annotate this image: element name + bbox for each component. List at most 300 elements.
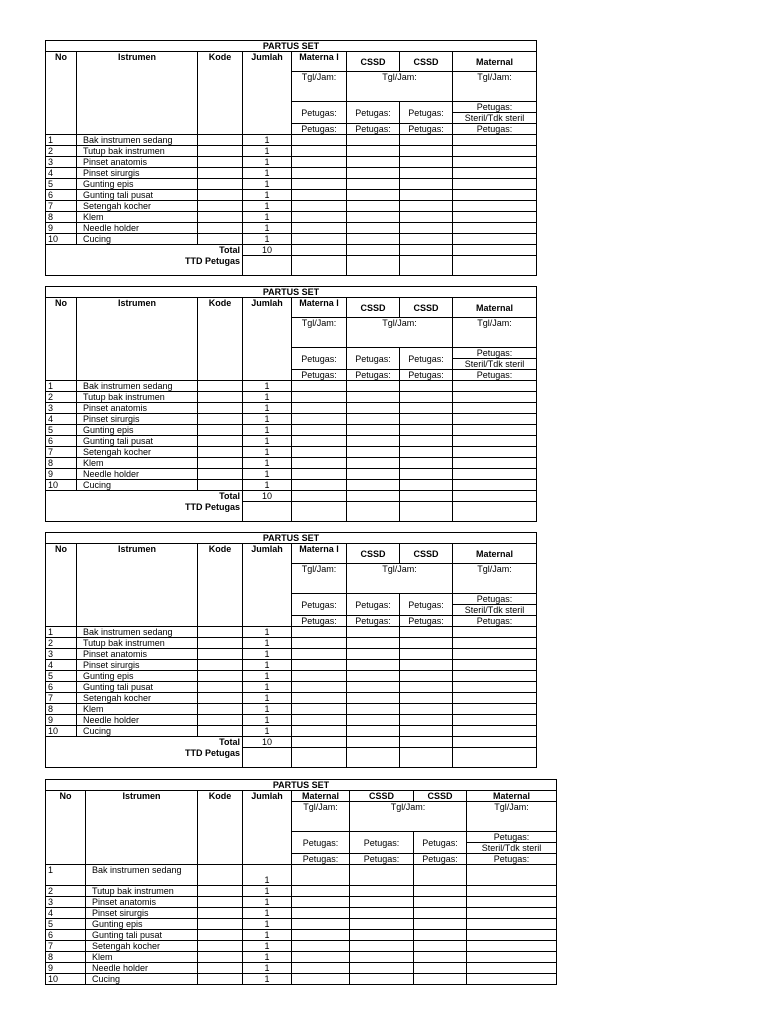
- item-kode: [198, 414, 243, 425]
- item-check: [292, 480, 347, 491]
- item-name: Bak instrumen sedang: [86, 865, 198, 886]
- item-check: [292, 469, 347, 480]
- item-check: [350, 930, 414, 941]
- item-no: 7: [46, 693, 77, 704]
- petugas-1-1: Petugas:: [292, 102, 347, 124]
- item-no: 10: [46, 974, 86, 985]
- item-name: Gunting epis: [77, 425, 198, 436]
- item-kode: [198, 715, 243, 726]
- tgl-jam-cssd: Tgl/Jam:: [350, 802, 467, 832]
- total-check: [453, 737, 537, 748]
- item-check: [453, 726, 537, 737]
- item-check: [292, 649, 347, 660]
- item-name: Needle holder: [86, 963, 198, 974]
- item-check: [347, 671, 400, 682]
- petugas-1-1: Petugas:: [292, 594, 347, 616]
- item-jumlah: 1: [243, 952, 292, 963]
- table-row: [46, 963, 557, 974]
- item-check: [292, 179, 347, 190]
- item-check: [350, 919, 414, 930]
- total-check: [453, 245, 537, 256]
- item-no: 3: [46, 403, 77, 414]
- item-kode: [198, 135, 243, 146]
- item-check: [347, 447, 400, 458]
- item-check: [292, 974, 350, 985]
- tgl-jam-maternal-1: Tgl/Jam:: [292, 802, 350, 832]
- tgl-jam-maternal-2: Tgl/Jam:: [453, 318, 537, 348]
- item-check: [414, 930, 467, 941]
- total-value: 10: [243, 491, 292, 502]
- table-row: [46, 865, 557, 886]
- table-row: [46, 693, 537, 704]
- item-check: [350, 886, 414, 897]
- item-check: [292, 693, 347, 704]
- item-check: [400, 223, 453, 234]
- header-jumlah: Jumlah: [243, 544, 292, 627]
- item-check: [292, 897, 350, 908]
- item-name: Gunting tali pusat: [86, 930, 198, 941]
- table-row: [46, 414, 537, 425]
- header-maternal-1: Materna l: [292, 298, 347, 318]
- item-jumlah: 1: [243, 179, 292, 190]
- petugas-2-4: Petugas:: [467, 854, 557, 865]
- item-name: Gunting epis: [77, 671, 198, 682]
- table-row: [46, 392, 537, 403]
- item-check: [400, 201, 453, 212]
- table-row: [46, 908, 557, 919]
- table-row: [46, 234, 537, 245]
- item-check: [347, 436, 400, 447]
- header-maternal-1: Materna l: [292, 544, 347, 564]
- item-check: [453, 403, 537, 414]
- item-jumlah: 1: [243, 135, 292, 146]
- item-kode: [198, 660, 243, 671]
- header-kode: Kode: [198, 298, 243, 381]
- item-no: 8: [46, 458, 77, 469]
- item-name: Pinset anatomis: [77, 157, 198, 168]
- item-jumlah: 1: [243, 671, 292, 682]
- ttd-signature-cell: [243, 256, 292, 276]
- item-check: [347, 715, 400, 726]
- item-check: [347, 480, 400, 491]
- item-check: [453, 704, 537, 715]
- header-cssd-1: CSSD: [350, 791, 414, 802]
- item-check: [350, 897, 414, 908]
- item-check: [350, 952, 414, 963]
- item-check: [347, 649, 400, 660]
- petugas-steril-cell: [453, 102, 537, 124]
- item-check: [400, 715, 453, 726]
- header-istrumen: Istrumen: [77, 298, 198, 381]
- item-name: Gunting epis: [86, 919, 198, 930]
- item-check: [292, 436, 347, 447]
- petugas-2-4: Petugas:: [453, 124, 537, 135]
- item-no: 10: [46, 726, 77, 737]
- item-check: [467, 897, 557, 908]
- petugas-2-3: Petugas:: [400, 616, 453, 627]
- item-check: [453, 671, 537, 682]
- item-name: Gunting tali pusat: [77, 190, 198, 201]
- item-jumlah: 1: [243, 234, 292, 245]
- ttd-signature-cell: [400, 502, 453, 522]
- item-check: [292, 414, 347, 425]
- petugas-1-3: Petugas:: [400, 594, 453, 616]
- item-kode: [198, 974, 243, 985]
- item-jumlah: 1: [243, 201, 292, 212]
- total-check: [347, 491, 400, 502]
- item-check: [292, 627, 347, 638]
- item-jumlah: 1: [243, 190, 292, 201]
- petugas-2-1: Petugas:: [292, 370, 347, 381]
- item-kode: [198, 963, 243, 974]
- item-check: [350, 974, 414, 985]
- item-name: Tutup bak instrumen: [77, 638, 198, 649]
- steril-status: Steril/Tdk steril: [453, 604, 536, 615]
- item-kode: [198, 638, 243, 649]
- item-no: 6: [46, 436, 77, 447]
- item-check: [467, 974, 557, 985]
- total-check: [292, 491, 347, 502]
- item-name: Setengah kocher: [77, 447, 198, 458]
- item-name: Bak instrumen sedang: [77, 627, 198, 638]
- header-kode: Kode: [198, 791, 243, 865]
- header-jumlah: Jumlah: [243, 791, 292, 865]
- form-title: PARTUS SET: [46, 780, 557, 791]
- table-row: [46, 403, 537, 414]
- ttd-signature-cell: [400, 748, 453, 768]
- item-check: [400, 403, 453, 414]
- item-check: [347, 168, 400, 179]
- item-check: [347, 638, 400, 649]
- table-row: [46, 682, 537, 693]
- steril-status: Steril/Tdk steril: [453, 112, 536, 123]
- item-check: [400, 671, 453, 682]
- item-no: 3: [46, 649, 77, 660]
- partus-set-form: [45, 779, 557, 985]
- item-check: [453, 179, 537, 190]
- item-jumlah: 1: [243, 436, 292, 447]
- petugas-2-4: Petugas:: [453, 616, 537, 627]
- item-no: 2: [46, 886, 86, 897]
- item-kode: [198, 930, 243, 941]
- item-check: [292, 212, 347, 223]
- table-row: [46, 974, 557, 985]
- item-kode: [198, 436, 243, 447]
- item-check: [292, 963, 350, 974]
- item-no: 8: [46, 212, 77, 223]
- ttd-signature-cell: [347, 748, 400, 768]
- petugas-1-1: Petugas:: [292, 832, 350, 854]
- petugas-steril-cell: [453, 594, 537, 616]
- item-kode: [198, 726, 243, 737]
- item-check: [292, 425, 347, 436]
- item-check: [400, 234, 453, 245]
- total-check: [292, 245, 347, 256]
- item-jumlah: 1: [243, 403, 292, 414]
- petugas-1-4: Petugas:: [476, 594, 513, 604]
- item-check: [453, 212, 537, 223]
- petugas-2-2: Petugas:: [350, 854, 414, 865]
- petugas-1-4: Petugas:: [476, 348, 513, 358]
- header-cssd-1: CSSD: [347, 52, 400, 72]
- item-name: Needle holder: [77, 715, 198, 726]
- item-jumlah: 1: [243, 212, 292, 223]
- petugas-1-2: Petugas:: [347, 102, 400, 124]
- item-check: [347, 135, 400, 146]
- item-no: 10: [46, 480, 77, 491]
- partus-set-form: [45, 40, 537, 276]
- header-cssd-1: CSSD: [347, 298, 400, 318]
- item-kode: [198, 223, 243, 234]
- item-kode: [198, 392, 243, 403]
- item-check: [347, 392, 400, 403]
- item-name: Pinset anatomis: [77, 403, 198, 414]
- item-jumlah: 1: [243, 649, 292, 660]
- item-name: Setengah kocher: [77, 201, 198, 212]
- item-check: [453, 458, 537, 469]
- item-check: [414, 886, 467, 897]
- item-name: Cucing: [77, 480, 198, 491]
- item-check: [400, 414, 453, 425]
- item-jumlah: 1: [243, 414, 292, 425]
- partus-set-form: [45, 532, 537, 768]
- form-title: PARTUS SET: [46, 287, 537, 298]
- header-cssd-2: CSSD: [400, 544, 453, 564]
- table-row: [46, 168, 537, 179]
- item-jumlah: 1: [243, 223, 292, 234]
- item-check: [467, 865, 557, 886]
- item-check: [347, 726, 400, 737]
- header-maternal-2: Maternal: [467, 791, 557, 802]
- total-label: Total: [46, 245, 243, 256]
- ttd-signature-cell: [453, 502, 537, 522]
- header-jumlah: Jumlah: [243, 52, 292, 135]
- item-jumlah: 1: [243, 627, 292, 638]
- header-no: No: [46, 298, 77, 381]
- item-kode: [198, 649, 243, 660]
- petugas-1-4: Petugas:: [493, 832, 530, 842]
- total-check: [400, 737, 453, 748]
- item-kode: [198, 908, 243, 919]
- item-check: [453, 638, 537, 649]
- table-row: [46, 480, 537, 491]
- item-jumlah: 1: [243, 886, 292, 897]
- ttd-signature-cell: [292, 748, 347, 768]
- item-check: [292, 392, 347, 403]
- item-jumlah: 1: [243, 704, 292, 715]
- item-check: [453, 469, 537, 480]
- table-row: [46, 458, 537, 469]
- item-check: [292, 930, 350, 941]
- petugas-1-2: Petugas:: [347, 594, 400, 616]
- total-check: [453, 491, 537, 502]
- item-name: Needle holder: [77, 223, 198, 234]
- table-row: [46, 135, 537, 146]
- ttd-signature-cell: [347, 502, 400, 522]
- item-no: 2: [46, 146, 77, 157]
- item-no: 4: [46, 414, 77, 425]
- item-check: [400, 168, 453, 179]
- item-check: [453, 649, 537, 660]
- item-check: [400, 179, 453, 190]
- item-jumlah: 1: [243, 660, 292, 671]
- item-check: [400, 682, 453, 693]
- item-jumlah: 1: [243, 392, 292, 403]
- item-check: [292, 671, 347, 682]
- item-name: Pinset anatomis: [77, 649, 198, 660]
- header-maternal-1: Maternal: [292, 791, 350, 802]
- item-no: 9: [46, 469, 77, 480]
- table-row: [46, 179, 537, 190]
- total-check: [347, 245, 400, 256]
- item-check: [400, 704, 453, 715]
- tgl-jam-maternal-2: Tgl/Jam:: [453, 564, 537, 594]
- item-check: [347, 223, 400, 234]
- item-name: Gunting tali pusat: [77, 682, 198, 693]
- table-row: [46, 952, 557, 963]
- item-check: [453, 234, 537, 245]
- header-maternal-2: Maternal: [453, 298, 537, 318]
- item-no: 7: [46, 941, 86, 952]
- petugas-2-1: Petugas:: [292, 124, 347, 135]
- item-check: [467, 930, 557, 941]
- item-check: [414, 974, 467, 985]
- item-check: [414, 941, 467, 952]
- item-kode: [198, 865, 243, 886]
- item-check: [453, 627, 537, 638]
- item-name: Cucing: [77, 234, 198, 245]
- partus-set-form: [45, 286, 537, 522]
- item-jumlah: 1: [243, 425, 292, 436]
- item-jumlah: 1: [243, 897, 292, 908]
- petugas-2-4: Petugas:: [453, 370, 537, 381]
- item-name: Needle holder: [77, 469, 198, 480]
- table-row: [46, 436, 537, 447]
- tgl-jam-cssd: Tgl/Jam:: [347, 72, 453, 102]
- header-kode: Kode: [198, 544, 243, 627]
- item-jumlah: 1: [243, 638, 292, 649]
- item-kode: [198, 146, 243, 157]
- form-title: PARTUS SET: [46, 533, 537, 544]
- item-name: Bak instrumen sedang: [77, 381, 198, 392]
- item-check: [347, 414, 400, 425]
- item-no: 7: [46, 447, 77, 458]
- petugas-steril-cell: [453, 348, 537, 370]
- item-kode: [198, 704, 243, 715]
- item-check: [292, 381, 347, 392]
- item-check: [400, 447, 453, 458]
- petugas-1-3: Petugas:: [400, 102, 453, 124]
- header-jumlah: Jumlah: [243, 298, 292, 381]
- item-name: Bak instrumen sedang: [77, 135, 198, 146]
- item-check: [400, 638, 453, 649]
- total-label: Total: [46, 491, 243, 502]
- partus-set-table: [45, 40, 537, 276]
- item-jumlah: 1: [243, 963, 292, 974]
- ttd-signature-cell: [453, 748, 537, 768]
- item-name: Gunting tali pusat: [77, 436, 198, 447]
- item-name: Pinset sirurgis: [77, 660, 198, 671]
- item-jumlah: 1: [243, 930, 292, 941]
- item-check: [400, 627, 453, 638]
- ttd-signature-cell: [400, 256, 453, 276]
- item-no: 1: [46, 381, 77, 392]
- item-check: [292, 704, 347, 715]
- item-check: [400, 649, 453, 660]
- item-jumlah: 1: [243, 168, 292, 179]
- item-no: 1: [46, 135, 77, 146]
- item-check: [292, 919, 350, 930]
- item-kode: [198, 941, 243, 952]
- item-no: 3: [46, 897, 86, 908]
- item-no: 5: [46, 919, 86, 930]
- total-check: [400, 491, 453, 502]
- item-check: [414, 897, 467, 908]
- item-check: [292, 715, 347, 726]
- item-check: [414, 865, 467, 886]
- item-check: [347, 146, 400, 157]
- item-check: [400, 381, 453, 392]
- item-kode: [198, 190, 243, 201]
- item-no: 9: [46, 963, 86, 974]
- item-check: [453, 447, 537, 458]
- item-check: [400, 469, 453, 480]
- item-name: Klem: [77, 458, 198, 469]
- item-check: [467, 963, 557, 974]
- petugas-1-2: Petugas:: [347, 348, 400, 370]
- item-check: [467, 886, 557, 897]
- item-no: 5: [46, 425, 77, 436]
- item-check: [400, 480, 453, 491]
- item-kode: [198, 201, 243, 212]
- item-check: [453, 135, 537, 146]
- item-name: Pinset sirurgis: [77, 414, 198, 425]
- header-cssd-2: CSSD: [400, 52, 453, 72]
- petugas-1-1: Petugas:: [292, 348, 347, 370]
- table-row: [46, 190, 537, 201]
- tgl-jam-cssd: Tgl/Jam:: [347, 564, 453, 594]
- item-kode: [198, 671, 243, 682]
- item-check: [292, 403, 347, 414]
- item-kode: [198, 919, 243, 930]
- item-kode: [198, 458, 243, 469]
- item-kode: [198, 886, 243, 897]
- header-no: No: [46, 52, 77, 135]
- item-check: [347, 381, 400, 392]
- item-check: [347, 682, 400, 693]
- item-check: [292, 447, 347, 458]
- item-name: Klem: [86, 952, 198, 963]
- item-check: [400, 212, 453, 223]
- petugas-2-1: Petugas:: [292, 616, 347, 627]
- item-kode: [198, 425, 243, 436]
- item-name: Setengah kocher: [86, 941, 198, 952]
- item-check: [400, 190, 453, 201]
- item-check: [453, 381, 537, 392]
- tgl-jam-maternal-1: Tgl/Jam:: [292, 564, 347, 594]
- item-check: [453, 201, 537, 212]
- item-jumlah: 1: [243, 941, 292, 952]
- item-no: 5: [46, 179, 77, 190]
- item-no: 2: [46, 638, 77, 649]
- header-cssd-2: CSSD: [400, 298, 453, 318]
- item-name: Tutup bak instrumen: [77, 146, 198, 157]
- tgl-jam-maternal-2: Tgl/Jam:: [467, 802, 557, 832]
- table-row: [46, 425, 537, 436]
- header-cssd-1: CSSD: [347, 544, 400, 564]
- item-check: [453, 693, 537, 704]
- petugas-1-2: Petugas:: [350, 832, 414, 854]
